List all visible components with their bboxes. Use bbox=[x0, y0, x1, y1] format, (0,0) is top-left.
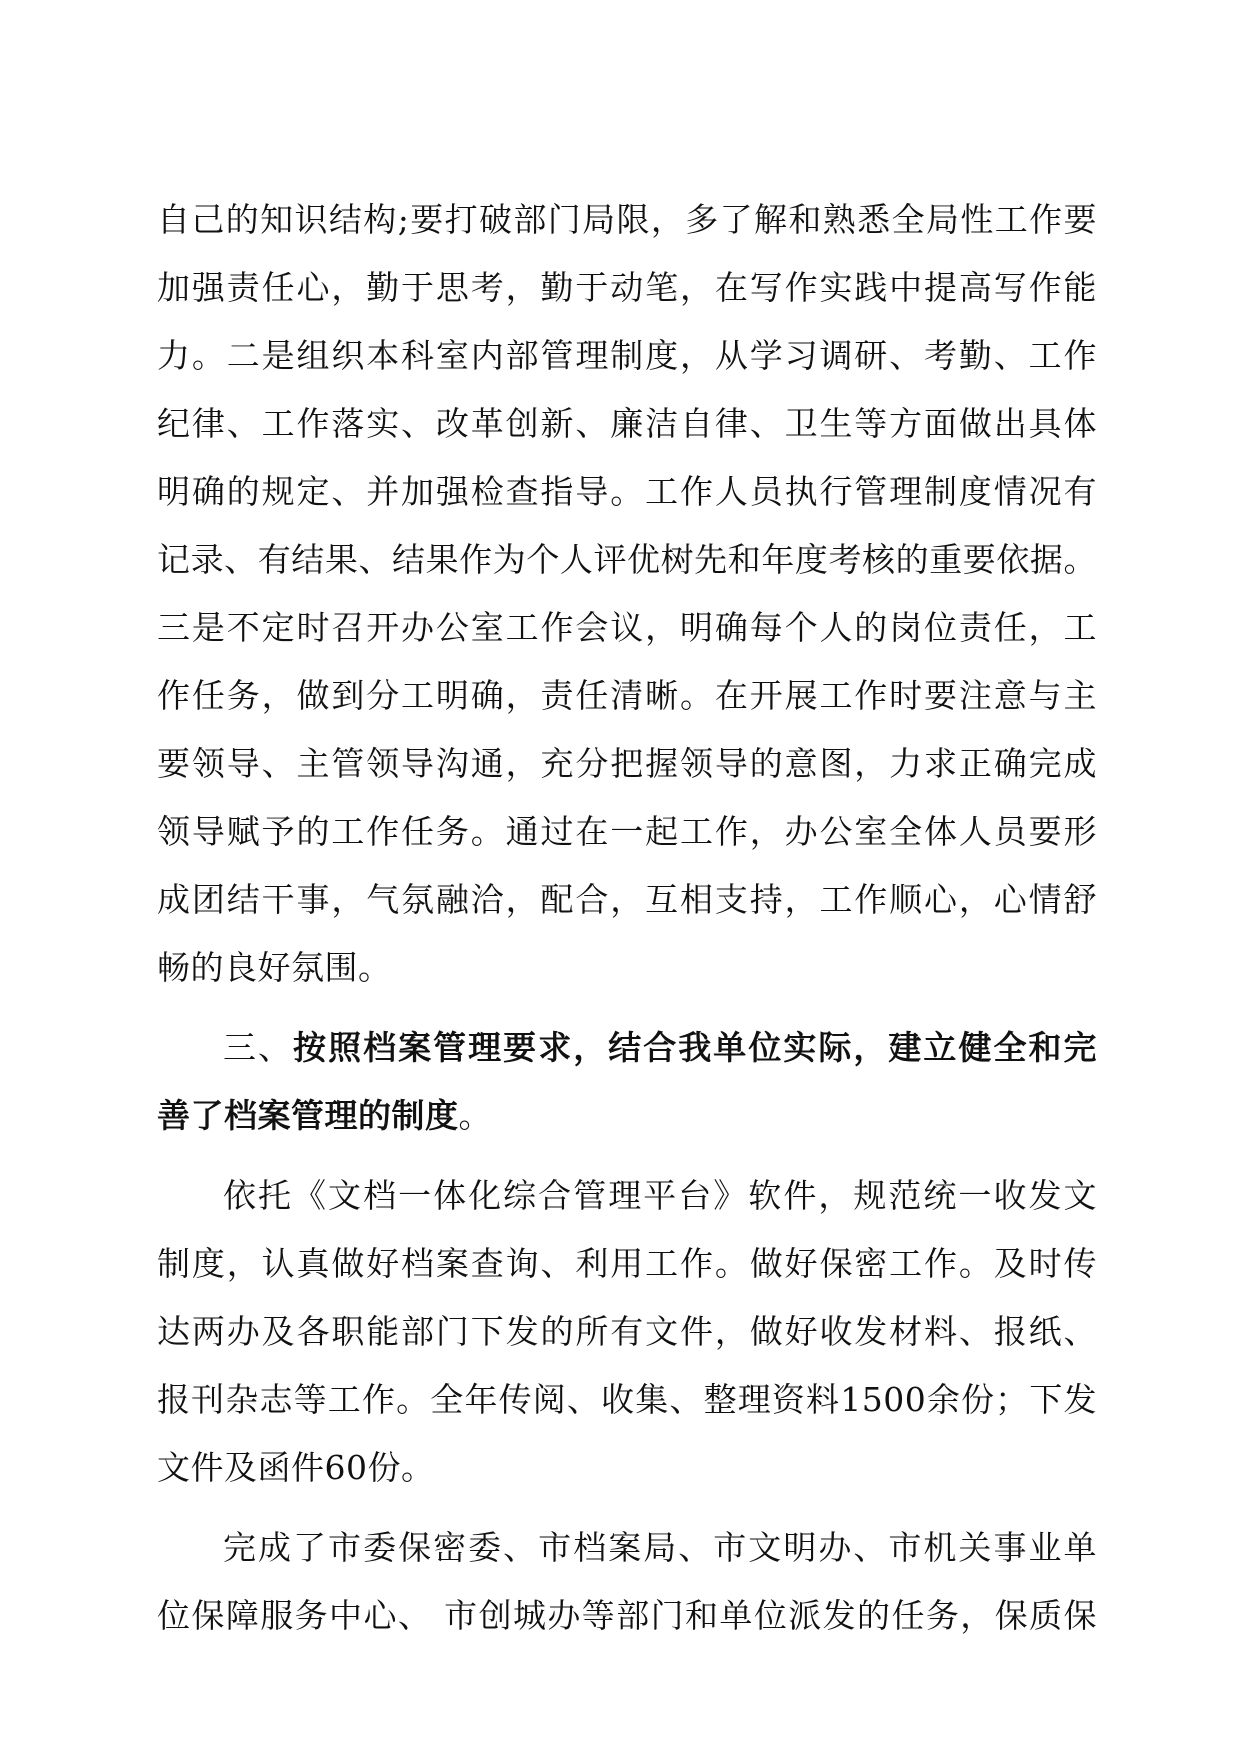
document-body bbox=[157, 186, 1097, 1650]
text-line: 加强责任心，勤于思考，勤于动笔，在写作实践中提高写作能 bbox=[157, 268, 1097, 307]
heading-text: 按照档案管理要求，结合我单位实际，建立健全和完 bbox=[293, 1028, 1098, 1067]
text-line: 明确的规定、并加强检查指导。工作人员执行管理制度情况有 bbox=[157, 472, 1097, 511]
text-line: 制度，认真做好档案查询、利用工作。做好保密工作。及时传 bbox=[157, 1244, 1097, 1283]
text-line: 力。二是组织本科室内部管理制度，从学习调研、考勤、工作 bbox=[157, 336, 1097, 375]
heading-text: 善了档案管理的制度 bbox=[157, 1096, 459, 1135]
text-line: 依托《文档一体化综合管理平台》软件，规范统一收发文 bbox=[223, 1176, 1097, 1215]
heading-number: 三、 bbox=[223, 1028, 294, 1067]
text-line: 成团结干事，气氛融洽，配合，互相支持，工作顺心，心情舒 bbox=[157, 880, 1097, 919]
text-line: 作任务，做到分工明确，责任清晰。在开展工作时要注意与主 bbox=[157, 676, 1097, 715]
text-line: 领导赋予的工作任务。通过在一起工作，办公室全体人员要形 bbox=[157, 812, 1097, 851]
heading-line bbox=[157, 1014, 1097, 1082]
text-line: 达两办及各职能部门下发的所有文件，做好收发材料、报纸、 bbox=[157, 1312, 1097, 1351]
heading-line bbox=[157, 1082, 1097, 1150]
section-heading-archive-management bbox=[157, 1014, 1097, 1150]
text-line: 要领导、主管领导沟通，充分把握领导的意图，力求正确完成 bbox=[157, 744, 1097, 783]
paragraph-work-management bbox=[157, 186, 1097, 1002]
text-line: 位保障服务中心、 市创城办等部门和单位派发的任务，保质保 bbox=[157, 1596, 1097, 1635]
text-line: 文件及函件60份。 bbox=[157, 1448, 435, 1487]
text-line: 纪律、工作落实、改革创新、廉洁自律、卫生等方面做出具体 bbox=[157, 404, 1097, 443]
paragraph-document-platform bbox=[157, 1162, 1097, 1502]
paragraph-completed-tasks bbox=[157, 1514, 1097, 1650]
text-line: 完成了市委保密委、市档案局、市文明办、市机关事业单 bbox=[223, 1528, 1097, 1567]
heading-punctuation: 。 bbox=[458, 1096, 492, 1135]
text-line: 自己的知识结构;要打破部门局限，多了解和熟悉全局性工作要 bbox=[157, 200, 1097, 239]
text-line: 记录、有结果、结果作为个人评优树先和年度考核的重要依据。 bbox=[157, 540, 1097, 579]
text-line: 畅的良好氛围。 bbox=[157, 948, 392, 987]
text-line: 三是不定时召开办公室工作会议，明确每个人的岗位责任，工 bbox=[157, 608, 1097, 647]
text-line: 报刊杂志等工作。全年传阅、收集、整理资料1500余份；下发 bbox=[157, 1380, 1097, 1419]
